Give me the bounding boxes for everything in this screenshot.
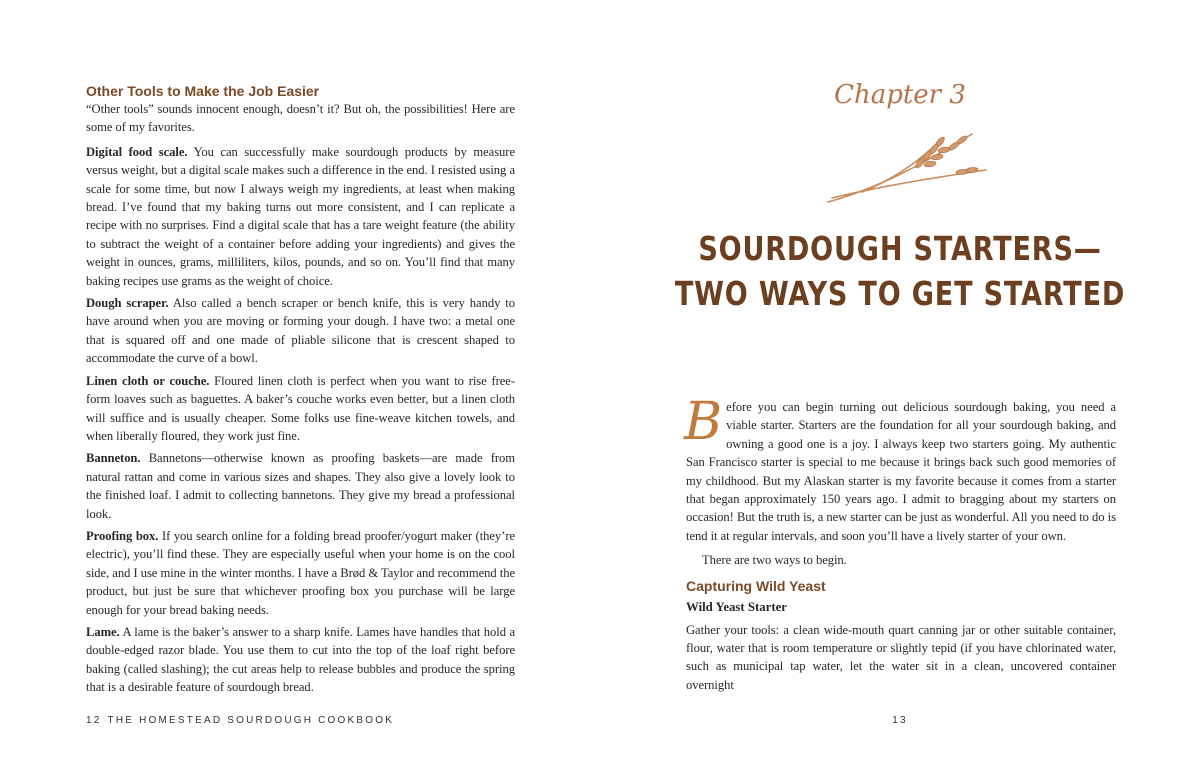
item-text: Bannetons—otherwise known as proofing baskets—are made from natural rattan and come in various sizes and shapes. They also give a lovely look to the finished loaf. I admit to collecting bannetons. They give my bread a professional look. <box>86 451 515 521</box>
chapter-title-line-2: TWO WAYS TO GET STARTED <box>674 274 1126 313</box>
section-heading: Other Tools to Make the Job Easier <box>86 83 320 99</box>
item-dough-scraper <box>86 294 515 368</box>
chapter-title <box>654 226 1146 316</box>
opening-text: efore you can begin turning out delicious sourdough baking, you need a viable starter. Starters are the foundation for all your sourdough baking, and owning a good one is a joy. I always keep two starters going. My authentic San Francisco starter is special to me because it brings back such good memories of my childhood. But my Alaskan starter is my favorite because it comes from a starter that began approximately 150 years ago. I admit to bragging about my starters on occasion! But the truth is, a new starter can be just as wonderful. All you need to do is tend it at regular intervals, and soon you’ll have a lively starter of your own. <box>686 400 1116 543</box>
item-term: Proofing box. <box>86 528 159 543</box>
item-text: You can successfully make sourdough products by measure versus weight, but a digital scale makes such a difference in the end. I resisted using a scale for some time, but now I always weigh my ingredients, at least when making bread. I’ve found that my baking turns out more consistent, and I can replicate a recipe with no surprises. Find a digital scale that has a tare weight feature (the ability to subtract the weight of a container before adding your ingredients) and gives the weight in ounces, grams, milliliters, kilos, pounds, and so on. You’ll find that many baking recipes use grams as the weight of choice. <box>86 144 515 288</box>
item-term: Dough scraper. <box>86 296 169 311</box>
left-footer <box>86 715 394 726</box>
item-text: If you search online for a folding bread proofer/yogurt maker (they’re electric), you’ll find these. They are especially useful when your home is on the cool side, and I use mine in the winter months. I have a Brød & Taylor and recommend the product, but just be sure that whichever proofing box you purchase will be large enough for your bread baking needs. <box>86 528 515 617</box>
item-proofing-box <box>86 527 515 619</box>
item-lame <box>86 623 515 697</box>
item-banneton <box>86 449 515 523</box>
sub-heading: Capturing Wild Yeast <box>686 577 826 594</box>
right-footer <box>600 715 1200 726</box>
drop-cap: B <box>684 392 723 452</box>
item-text: A lame is the baker’s answer to a sharp knife. Lames have handles that hold a double-edged razor blade. You use them to cut into the top of the loaf right before baking (called slashing); the cut areas help to release bubbles and produce the spring that is a desirable feature of sourdough bread. <box>86 624 515 695</box>
second-paragraph: There are two ways to begin. <box>702 553 847 568</box>
item-term: Digital food scale. <box>86 144 188 159</box>
item-term: Linen cloth or couche. <box>86 373 210 388</box>
item-term: Lame. <box>86 624 120 639</box>
recipe-paragraph: Gather your tools: a clean wide-mouth quart canning jar or other suitable container, flour, water that is room temperature or slightly tepid (if you have chlorinated water, such as municipal tap water, let the water sit in a clean, uncovered container overnight <box>686 622 1116 692</box>
wheat-sprig-icon <box>822 120 992 210</box>
right-column <box>684 392 1116 700</box>
item-term: Banneton. <box>86 451 141 466</box>
left-column <box>86 82 515 701</box>
item-digital-scale <box>86 143 515 290</box>
page-number-right: 13 <box>892 715 908 726</box>
opening-paragraph <box>684 392 1116 545</box>
right-page <box>600 0 1200 771</box>
running-title: THE HOMESTEAD SOURDOUGH COOKBOOK <box>107 715 395 726</box>
page-number-left: 12 <box>86 715 102 726</box>
chapter-title-line-1: SOURDOUGH STARTERS— <box>698 229 1102 268</box>
recipe-heading: Wild Yeast Starter <box>686 599 787 614</box>
item-text: Floured linen cloth is perfect when you want to rise free-form loaves such as baguettes. A baker’s couche works even better, but a linen cloth will suffice and is usually cheaper. Some folks use fine-weave kitchen towels, and when liberally floured, they work just fine. <box>86 373 515 443</box>
item-text: Also called a bench scraper or bench knife, this is very handy to have around when you are moving or forming your dough. I have two: a metal one that is squared off and one made of pliable silicone that is crescent shaped to accommodate the curve of a bowl. <box>86 296 516 366</box>
item-linen-cloth <box>86 372 515 446</box>
intro-paragraph: “Other tools” sounds innocent enough, doesn’t it? But oh, the possibilities! Here are some of my favorites. <box>86 102 515 135</box>
chapter-label: Chapter 3 <box>834 80 966 110</box>
